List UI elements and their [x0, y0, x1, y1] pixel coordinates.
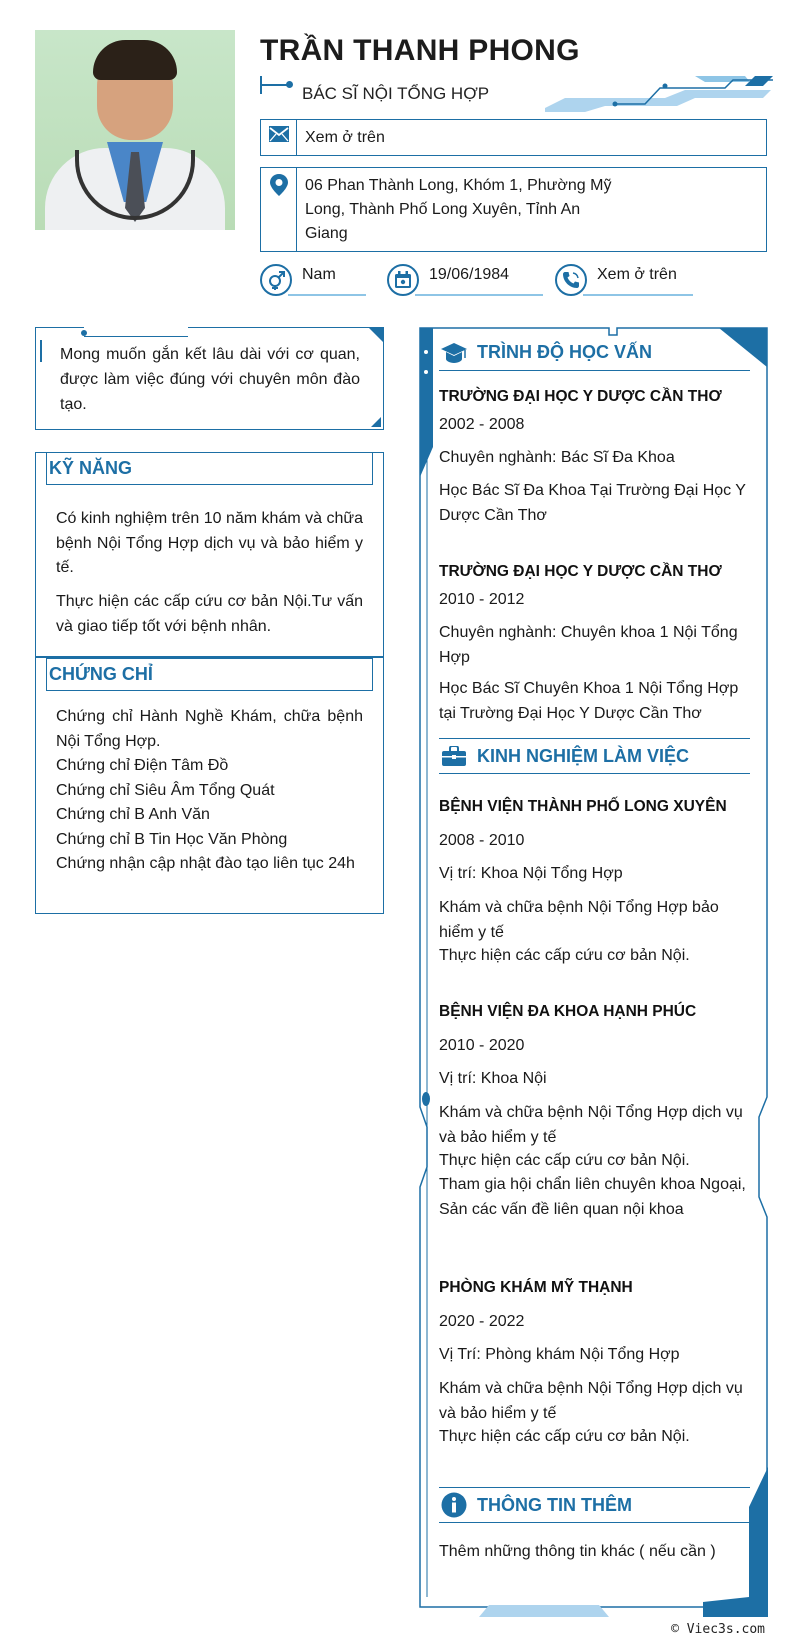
right-column — [419, 327, 768, 1617]
education-description: Học Bác Sĩ Chuyên Khoa 1 Nội Tổng Hợp tại Trường Đại Học Y Dược Cần Thơ — [439, 680, 739, 722]
experience-position: Vị trí: Khoa Nội — [439, 1070, 547, 1087]
education-period: 2002 - 2008 — [439, 416, 525, 433]
gender-icon — [260, 264, 292, 296]
education-major: Chuyên nghành: Bác Sĩ Đa Khoa — [439, 449, 675, 466]
header-decoration — [545, 76, 773, 112]
experience-description: Thực hiện các cấp cứu cơ bản Nội. — [439, 1428, 690, 1445]
phone-icon — [555, 264, 587, 296]
experience-company: BỆNH VIỆN ĐA KHOA HẠNH PHÚC — [439, 1003, 697, 1020]
candidate-name: TRẦN THANH PHONG — [260, 34, 580, 67]
profile-photo — [35, 30, 235, 230]
gender-value: Nam — [302, 266, 336, 283]
additional-heading-bar — [439, 1487, 750, 1523]
experience-description: Khám và chữa bệnh Nội Tổng Hợp bảo hiểm y tế — [439, 899, 719, 941]
briefcase-icon — [439, 746, 469, 766]
phone-value: Xem ở trên — [597, 266, 677, 283]
skills-heading: KỸ NĂNG — [46, 452, 373, 485]
certificates-list — [56, 705, 363, 877]
footer-credit: © Viec3s.com — [671, 1622, 765, 1637]
map-pin-icon — [261, 168, 297, 251]
objective-text: Mong muốn gắn kết lâu dài với cơ quan, được làm việc đúng với chuyên môn đào tạo. — [60, 346, 360, 413]
birthday-value: 19/06/1984 — [429, 266, 510, 283]
skill-item: Có kinh nghiệm trên 10 năm khám và chữa bệnh Nội Tổng Hợp dịch vụ và bảo hiểm y tế. — [56, 510, 363, 576]
certificates-heading: CHỨNG CHỈ — [46, 658, 373, 691]
education-period: 2010 - 2012 — [439, 591, 525, 608]
education-heading-bar — [439, 335, 750, 371]
left-column — [35, 452, 384, 914]
graduation-cap-icon — [439, 342, 469, 364]
experience-description: Thực hiện các cấp cứu cơ bản Nội. — [439, 1152, 690, 1169]
experience-position: Vị trí: Khoa Nội Tổng Hợp — [439, 865, 623, 882]
education-school: TRƯỜNG ĐẠI HỌC Y DƯỢC CẦN THƠ — [439, 388, 722, 405]
experience-heading-bar — [439, 738, 750, 774]
certificate-item: Chứng chỉ Điện Tâm Đồ — [56, 757, 229, 774]
experience-company: BỆNH VIỆN THÀNH PHỐ LONG XUYÊN — [439, 798, 727, 815]
certificate-item: Chứng chỉ Hành Nghề Khám, chữa bệnh Nội Tổng Hợp. — [56, 708, 363, 750]
skill-item: Thực hiện các cấp cứu cơ bản Nội.Tư vấn và giao tiếp tốt với bệnh nhân. — [56, 593, 363, 635]
additional-text: Thêm những thông tin khác ( nếu cần ) — [439, 1543, 716, 1560]
experience-period: 2008 - 2010 — [439, 832, 525, 849]
calendar-icon — [387, 264, 419, 296]
title-decoration — [260, 84, 290, 86]
address-row — [260, 167, 767, 252]
email-value: Xem ở trên — [305, 129, 385, 146]
additional-heading: THÔNG TIN THÊM — [477, 1494, 632, 1515]
certificate-item: Chứng nhận cập nhật đào tạo liên tục 24h — [56, 855, 355, 872]
education-heading: TRÌNH ĐỘ HỌC VẤN — [477, 342, 652, 362]
birthday-row — [387, 264, 509, 300]
experience-position: Vị Trí: Phòng khám Nội Tổng Hợp — [439, 1346, 680, 1363]
objective-box — [35, 327, 384, 430]
education-school: TRƯỜNG ĐẠI HỌC Y DƯỢC CẦN THƠ — [439, 563, 722, 580]
experience-description: Thực hiện các cấp cứu cơ bản Nội. — [439, 947, 690, 964]
certificate-item: Chứng chỉ B Anh Văn — [56, 806, 210, 823]
job-title: BÁC SĨ NỘI TỔNG HỢP — [302, 84, 490, 103]
experience-company: PHÒNG KHÁM MỸ THẠNH — [439, 1279, 633, 1296]
experience-period: 2020 - 2022 — [439, 1313, 525, 1330]
experience-heading: KINH NGHIỆM LÀM VIỆC — [477, 745, 690, 766]
address-value: 06 Phan Thành Long, Khóm 1, Phường Mỹ Long, Thành Phố Long Xuyên, Tỉnh An Giang — [305, 177, 612, 242]
email-row — [260, 119, 767, 156]
gender-row — [260, 264, 336, 300]
education-major: Chuyên nghành: Chuyên khoa 1 Nội Tổng Hợp — [439, 624, 738, 666]
experience-description: Tham gia hội chẩn liên chuyên khoa Ngoại, Sản các vấn đề liên quan nội khoa — [439, 1176, 746, 1218]
info-icon — [439, 1492, 469, 1518]
envelope-icon — [261, 120, 297, 155]
experience-description: Khám và chữa bệnh Nội Tổng Hợp dịch vụ và bảo hiểm y tế — [439, 1380, 743, 1422]
phone-row — [555, 264, 677, 300]
certificate-item: Chứng chỉ B Tin Học Văn Phòng — [56, 830, 288, 848]
experience-description: Khám và chữa bệnh Nội Tổng Hợp dịch vụ và bảo hiểm y tế — [439, 1104, 743, 1146]
experience-period: 2010 - 2020 — [439, 1037, 525, 1054]
education-description: Học Bác Sĩ Đa Khoa Tại Trường Đại Học Y Dược Cần Thơ — [439, 482, 746, 524]
certificate-item: Chứng chỉ Siêu Âm Tổng Quát — [56, 781, 275, 799]
